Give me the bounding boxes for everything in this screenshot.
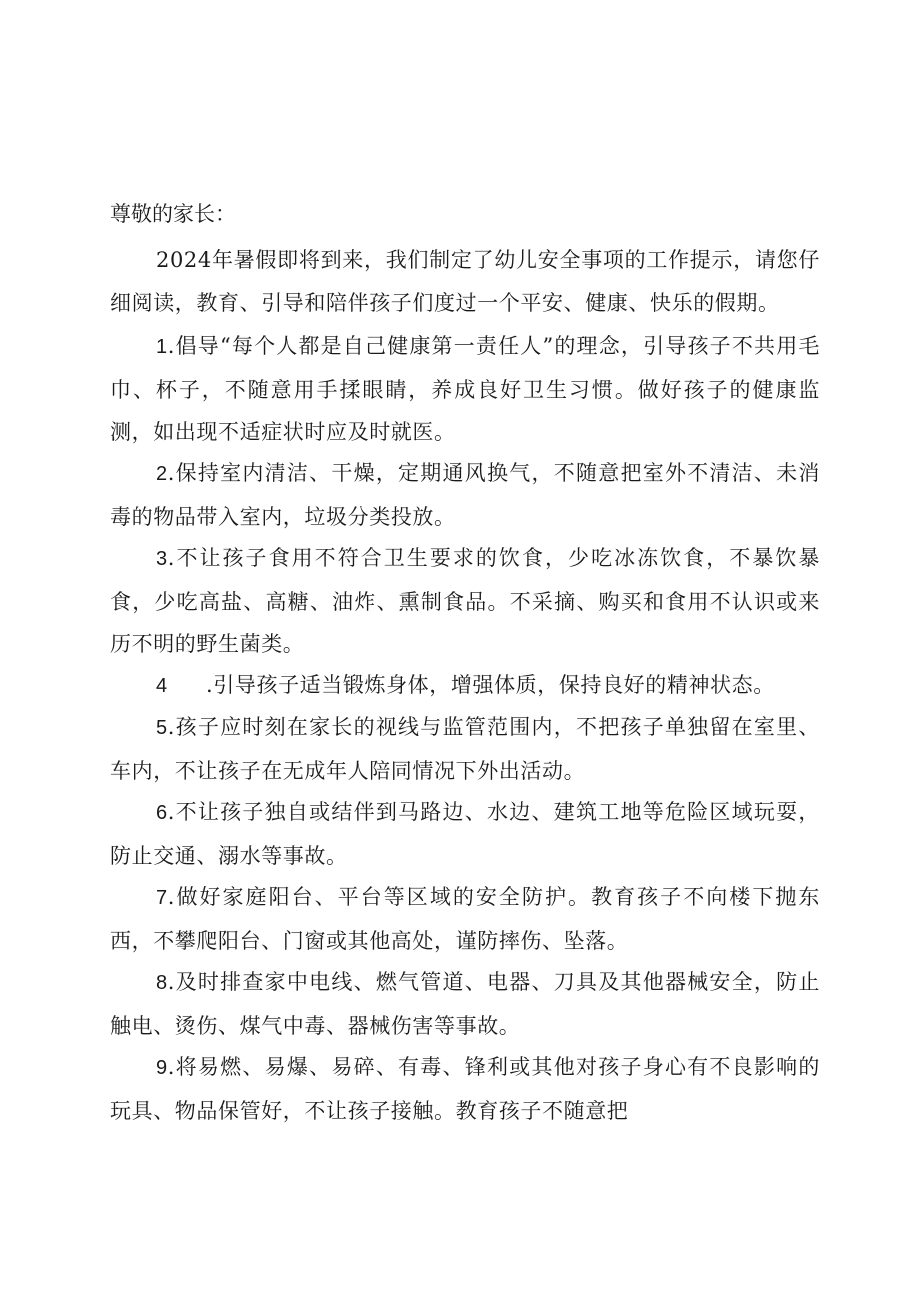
list-item [110, 537, 820, 666]
intro-paragraph: 2024年暑假即将到来，我们制定了幼儿安全事项的工作提示，请您仔细阅读，教育、引导和陪伴孩子们度过一个平安、健康、快乐的假期。 [110, 248, 820, 315]
list-item [110, 452, 820, 538]
item-text: .孩子应时刻在家长的视线与监管范围内，不把孩子单独留在室里、车内，不让孩子在无成年人陪同情况下外出活动。 [110, 715, 820, 783]
item-number: 2 [156, 463, 168, 485]
list-item [110, 325, 820, 454]
list-item [110, 706, 820, 792]
list-item [110, 1046, 820, 1132]
item-number: 7 [156, 887, 168, 909]
item-text: .做好家庭阳台、平台等区域的安全防护。教育孩子不向楼下抛东西，不攀爬阳台、门窗或其他高处，谨防摔伤、坠落。 [110, 885, 820, 953]
list-item [110, 791, 820, 877]
item-number: 6 [156, 802, 168, 824]
item-number: 1 [156, 336, 168, 358]
item-number: 3 [156, 548, 168, 570]
item-text: .倡导“每个人都是自己健康第一责任人”的理念，引导孩子不共用毛巾、杯子，不随意用手揉眼睛，养成良好卫生习惯。做好孩子的健康监测，如出现不适症状时应及时就医。 [110, 334, 820, 444]
item-text: .保持室内清洁、干燥，定期通风换气，不随意把室外不清洁、未消毒的物品带入室内，垃圾分类投放。 [110, 461, 820, 529]
item-text: .不让孩子独自或结伴到马路边、水边、建筑工地等危险区域玩耍，防止交通、溺水等事故。 [110, 800, 820, 868]
list-item [110, 664, 820, 708]
list-item [110, 961, 820, 1047]
item-number: 8 [156, 972, 168, 994]
item-number: 9 [156, 1057, 168, 1079]
greeting: 尊敬的家长： [110, 202, 236, 226]
item-number: 5 [156, 717, 168, 739]
list-item [110, 876, 820, 962]
item-text: .将易燃、易爆、易碎、有毒、锋利或其他对孩子身心有不良影响的玩具、物品保管好，不让孩子接触。教育孩子不随意把 [110, 1055, 820, 1123]
item-text: .引导孩子适当锻炼身体，增强体质，保持良好的精神状态。 [206, 673, 775, 697]
item-text: .及时排查家中电线、燃气管道、电器、刀具及其他器械安全，防止触电、烫伤、煤气中毒、器械伤害等事故。 [110, 970, 820, 1038]
item-number: 4 [156, 675, 168, 697]
item-text: .不让孩子食用不符合卫生要求的饮食，少吃冰冻饮食，不暴饮暴食，少吃高盐、高糖、油炸、熏制食品。不采摘、购买和食用不认识或来历不明的野生菌类。 [110, 546, 820, 656]
